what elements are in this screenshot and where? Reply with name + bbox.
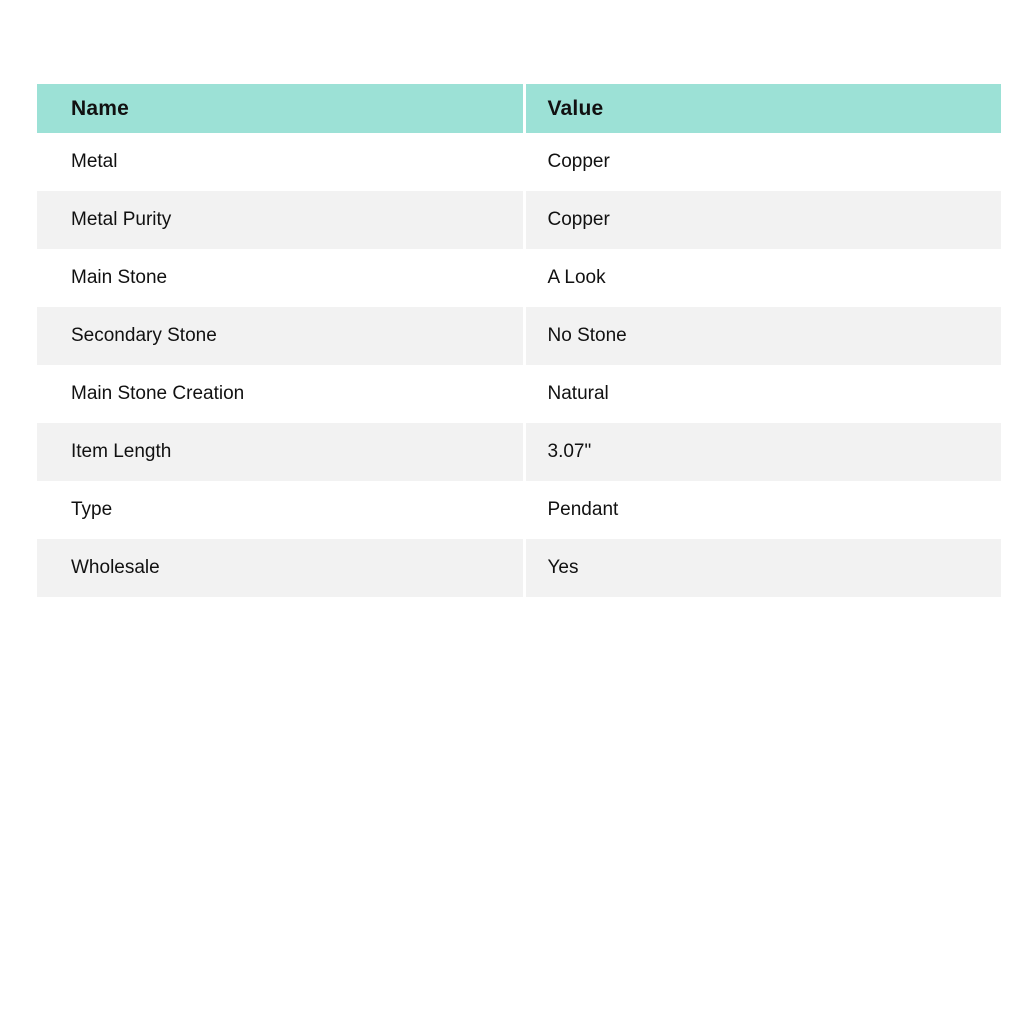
attribute-name-cell: Type	[37, 481, 524, 539]
table-row	[37, 133, 1001, 191]
attribute-value-cell: A Look	[524, 249, 1001, 307]
attribute-value-cell: 3.07"	[524, 423, 1001, 481]
attribute-value-cell: Yes	[524, 539, 1001, 597]
attribute-value-cell: Natural	[524, 365, 1001, 423]
table-row	[37, 539, 1001, 597]
table-row	[37, 191, 1001, 249]
attribute-name-cell: Wholesale	[37, 539, 524, 597]
table-row	[37, 307, 1001, 365]
table-row	[37, 249, 1001, 307]
attribute-name-cell: Main Stone Creation	[37, 365, 524, 423]
attribute-name-cell: Secondary Stone	[37, 307, 524, 365]
product-spec-table	[37, 84, 1001, 597]
header-cell-name: Name	[37, 84, 524, 133]
attribute-name-cell: Main Stone	[37, 249, 524, 307]
attribute-name-cell: Item Length	[37, 423, 524, 481]
attribute-value-cell: Copper	[524, 133, 1001, 191]
attribute-name-cell: Metal	[37, 133, 524, 191]
table-row	[37, 481, 1001, 539]
attribute-value-cell: No Stone	[524, 307, 1001, 365]
attribute-value-cell: Pendant	[524, 481, 1001, 539]
attribute-name-cell: Metal Purity	[37, 191, 524, 249]
header-row	[37, 84, 1001, 133]
table-row	[37, 423, 1001, 481]
attribute-value-cell: Copper	[524, 191, 1001, 249]
table-row	[37, 365, 1001, 423]
header-cell-value: Value	[524, 84, 1001, 133]
